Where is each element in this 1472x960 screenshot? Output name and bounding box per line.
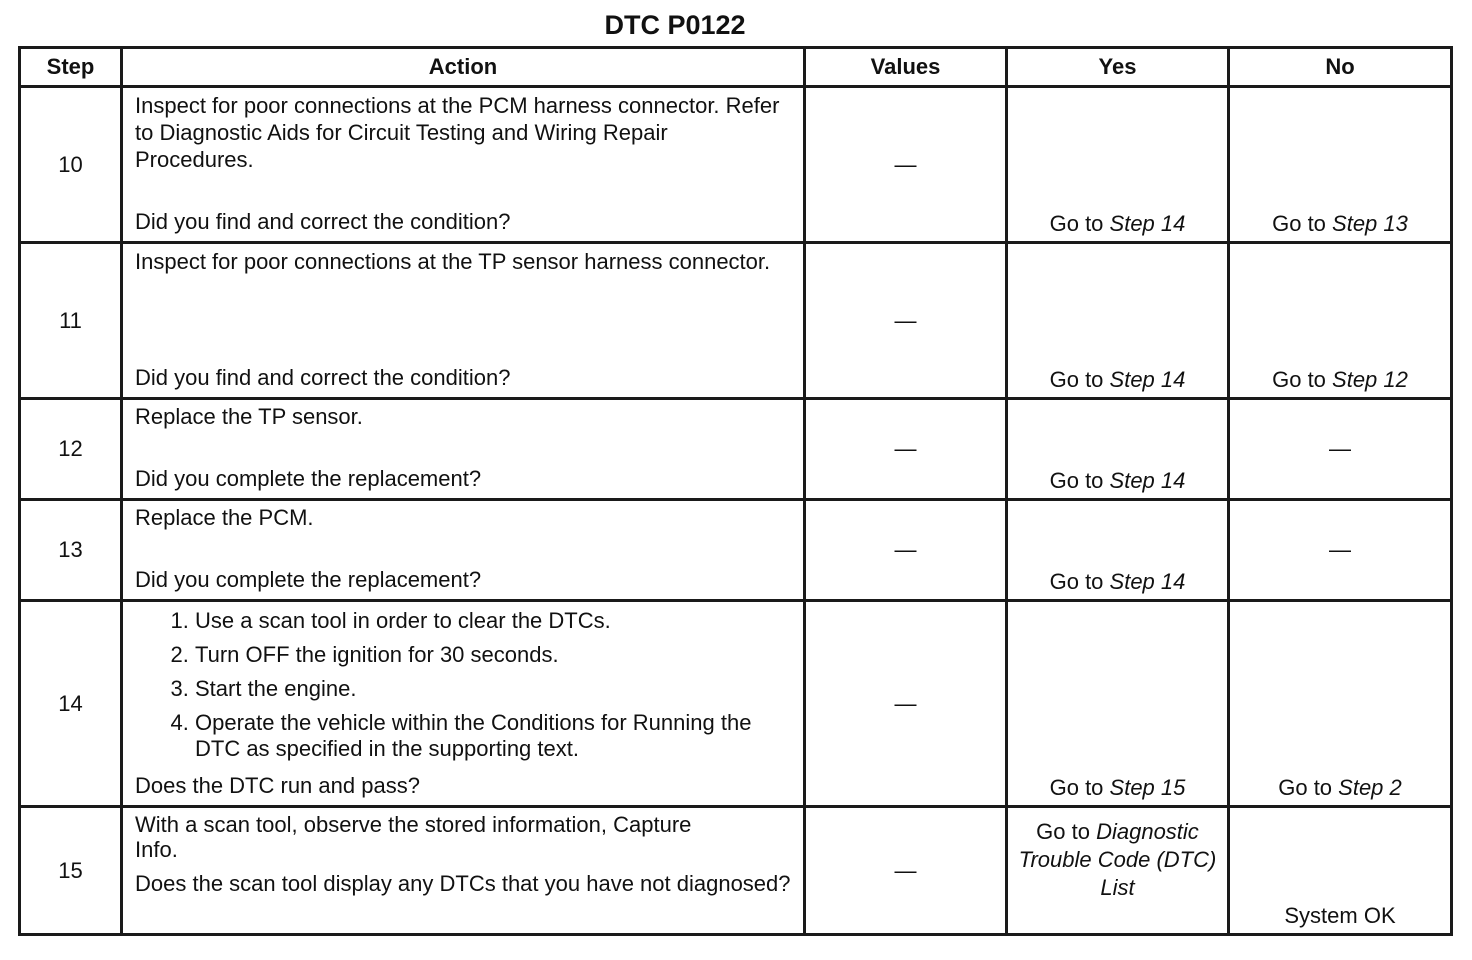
header-values: Values (805, 48, 1007, 87)
table-row (20, 243, 1452, 399)
action-text: With a scan tool, observe the stored information, Capture Info. (135, 812, 692, 862)
no-prefix: Go to (1272, 367, 1333, 392)
procedure-list (135, 608, 791, 770)
yes-cell[interactable] (1007, 399, 1229, 500)
values-cell: — (805, 500, 1007, 601)
question-text: Did you find and correct the condition? (135, 365, 511, 390)
table-row (20, 601, 1452, 807)
step-number: 11 (20, 243, 122, 399)
dtc-table (18, 46, 1453, 936)
yes-prefix: Go to (1036, 819, 1097, 844)
question-text: Did you find and correct the condition? (135, 209, 511, 234)
action-text: Inspect for poor connections at the TP sensor harness connector. (135, 249, 771, 274)
no-value: — (1329, 436, 1351, 461)
yes-cell[interactable] (1007, 807, 1229, 935)
yes-step-ref[interactable]: Step 14 (1109, 468, 1186, 493)
table-row (20, 500, 1452, 601)
yes-prefix: Go to (1049, 211, 1110, 236)
list-item: 2. Turn OFF the ignition for 30 seconds. (195, 642, 791, 668)
action-cell (122, 87, 805, 243)
no-value: System OK (1284, 903, 1396, 928)
yes-step-ref[interactable]: Step 14 (1109, 367, 1186, 392)
no-prefix: Go to (1278, 775, 1339, 800)
action-cell (122, 243, 805, 399)
yes-cell[interactable] (1007, 87, 1229, 243)
question-text: Does the scan tool display any DTCs that you have not diagnosed? (135, 871, 791, 896)
list-item: 3. Start the engine. (195, 676, 791, 702)
question-text: Does the DTC run and pass? (135, 773, 420, 798)
yes-link[interactable] (1008, 569, 1227, 595)
action-cell (122, 601, 805, 807)
no-prefix: Go to (1272, 211, 1333, 236)
list-item: 1. Use a scan tool in order to clear the DTCs. (195, 608, 791, 634)
no-cell (1229, 500, 1452, 601)
values-cell: — (805, 807, 1007, 935)
no-step-ref[interactable]: Step 13 (1332, 211, 1408, 236)
yes-dtc-list-ref[interactable]: Diagnostic Trouble Code (DTC) List (1018, 819, 1217, 900)
list-item: 4. Operate the vehicle within the Conditions for Running the DTC as specified in the supporting text. (195, 710, 791, 762)
action-text: Replace the TP sensor. (135, 404, 363, 429)
action-cell (122, 399, 805, 500)
yes-prefix: Go to (1049, 367, 1110, 392)
yes-link[interactable] (1008, 468, 1227, 494)
no-cell[interactable] (1229, 601, 1452, 807)
table-row (20, 807, 1452, 935)
yes-step-ref[interactable]: Step 15 (1109, 775, 1186, 800)
yes-link[interactable] (1008, 818, 1227, 902)
no-value: — (1329, 537, 1351, 562)
header-step: Step (20, 48, 122, 87)
question-text: Did you complete the replacement? (135, 567, 482, 592)
no-link[interactable] (1230, 211, 1450, 237)
table-row (20, 399, 1452, 500)
step-number: 10 (20, 87, 122, 243)
yes-cell[interactable] (1007, 500, 1229, 601)
action-text: Inspect for poor connections at the PCM harness connector. Refer to Diagnostic Aids for Circuit Testing and Wiring Repair Procedures. (135, 93, 780, 172)
step-number: 12 (20, 399, 122, 500)
yes-prefix: Go to (1049, 775, 1110, 800)
yes-link[interactable] (1008, 211, 1227, 237)
page-title: DTC P0122 (604, 10, 746, 40)
header-no: No (1229, 48, 1452, 87)
no-cell (1229, 399, 1452, 500)
yes-link[interactable] (1008, 775, 1227, 801)
yes-prefix: Go to (1049, 569, 1110, 594)
values-cell: — (805, 243, 1007, 399)
step-number: 14 (20, 601, 122, 807)
yes-step-ref[interactable]: Step 14 (1109, 211, 1186, 236)
no-link[interactable] (1230, 367, 1450, 393)
yes-link[interactable] (1008, 367, 1227, 393)
no-step-ref[interactable]: Step 2 (1338, 775, 1402, 800)
no-cell[interactable] (1229, 87, 1452, 243)
action-cell (122, 807, 805, 935)
step-number: 13 (20, 500, 122, 601)
action-cell (122, 500, 805, 601)
values-cell: — (805, 87, 1007, 243)
no-cell (1229, 807, 1452, 935)
question-text: Did you complete the replacement? (135, 466, 482, 491)
step-number: 15 (20, 807, 122, 935)
values-cell: — (805, 399, 1007, 500)
yes-prefix: Go to (1049, 468, 1110, 493)
yes-cell[interactable] (1007, 243, 1229, 399)
header-yes: Yes (1007, 48, 1229, 87)
no-cell[interactable] (1229, 243, 1452, 399)
no-link[interactable] (1230, 775, 1450, 801)
header-row (20, 48, 1452, 87)
yes-cell[interactable] (1007, 601, 1229, 807)
action-text: Replace the PCM. (135, 505, 314, 530)
no-step-ref[interactable]: Step 12 (1332, 367, 1408, 392)
table-row (20, 87, 1452, 243)
header-action: Action (122, 48, 805, 87)
values-cell: — (805, 601, 1007, 807)
yes-step-ref[interactable]: Step 14 (1109, 569, 1186, 594)
